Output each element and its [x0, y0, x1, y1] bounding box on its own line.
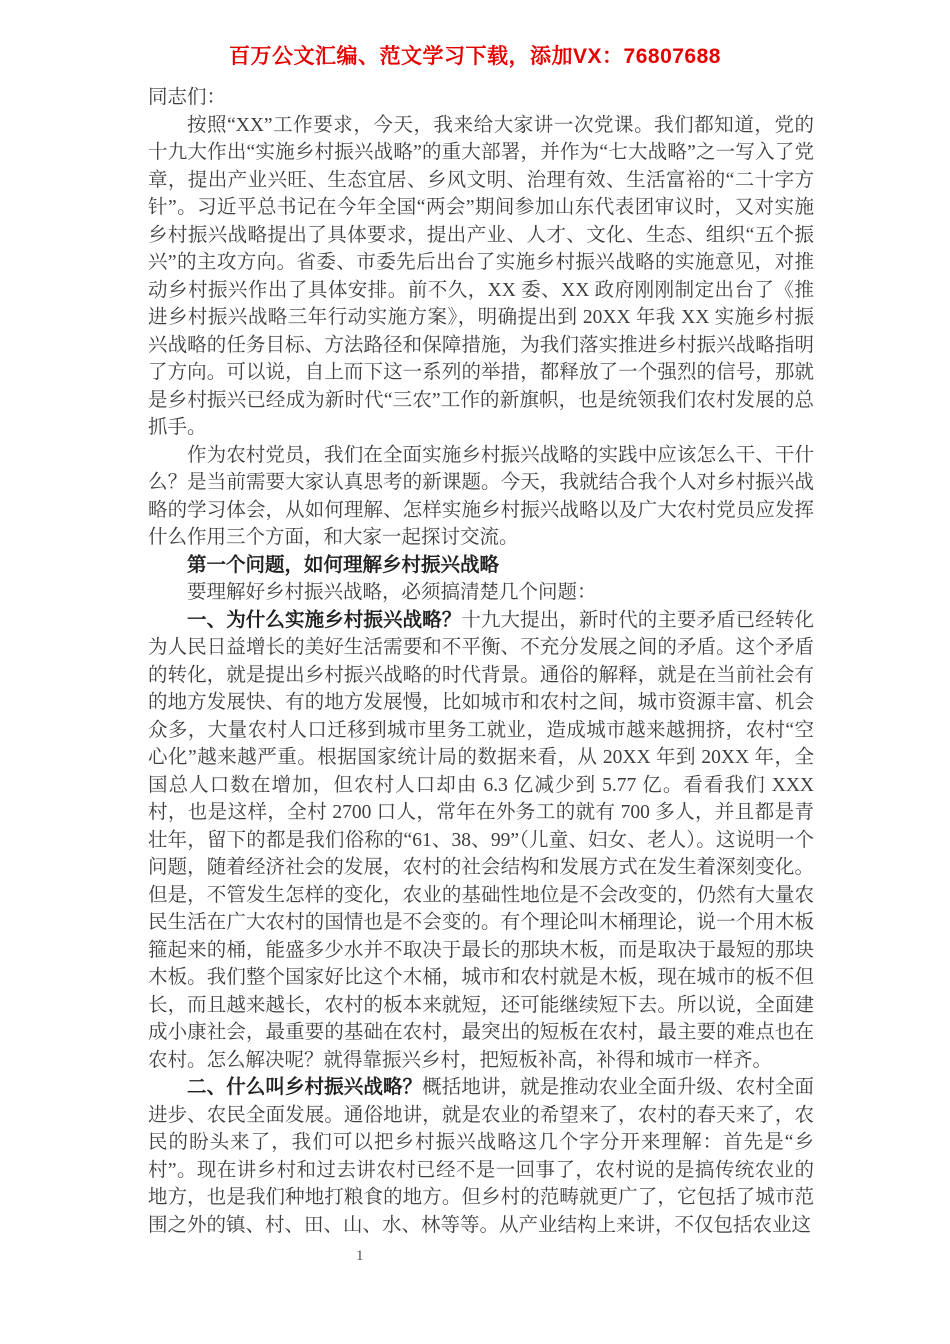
page-number: 1 [356, 1248, 364, 1264]
point-2-paragraph [148, 1074, 814, 1239]
point-1-title: 一、为什么实施乡村振兴战略？ [187, 608, 462, 631]
salutation: 同志们： [148, 87, 227, 108]
document-body [148, 84, 814, 1239]
point-2-title: 二、什么叫乡村振兴战略？ [187, 1076, 423, 1098]
promo-banner: 百万公文汇编、范文学习下载，添加VX：76807688 [229, 45, 721, 68]
intro-paragraph-1: 按照“XX”工作要求，今天，我来给大家讲一次党课。我们都知道，党的十九大作出“实施乡村振兴战略”的重大部署，并作为“七大战略”之一写入了党章，提出产业兴旺、生态宜居、乡风文明、治理有效、生活富裕的“二十字方针”。习近平总书记在今年全国“两会”期间参加山东代表团审议时，又对实施乡村振兴战略提出了具体要求，提出产业、人才、文化、生态、组织“五个振兴”的主攻方向。省委、市委先后出台了实施乡村振兴战略的实施意见，对推动乡村振兴作出了具体安排。前不久，XX 委、XX 政府刚刚制定出台了《推进乡村振兴战略三年行动实施方案》，明确提出到 20XX 年我 XX 实施乡村振兴战略的任务目标、方法路径和保障措施，为我们落实推进乡村振兴战略指明了方向。可以说，自上而下这一系列的举措，都释放了一个强烈的信号，那就是乡村振兴已经成为新时代“三农”工作的新旗帜，也是统领我们农村发展的总抓手。 [148, 114, 814, 438]
point-1-paragraph [148, 607, 814, 1075]
section-heading: 第一个问题，如何理解乡村振兴战略 [187, 553, 500, 576]
point-2-body: 概括地讲，就是推动农业全面升级、农村全面进步、农民全面发展。通俗地讲，就是农业的希望来了，农村的春天来了，农民的盼头来了，我们可以把乡村振兴战略这几个字分开来理解：首先是“乡村”。现在讲乡村和过去讲农村已经不是一回事了，农村说的是搞传统农业的地方，也是我们种地打粮食的地方。但乡村的范畴就更广了，它包括了城市范围之外的镇、村、田、山、水、林等等。从产业结构上来讲，不仅包括农业这 [148, 1077, 814, 1236]
intro-paragraph-2: 作为农村党员，我们在全面实施乡村振兴战略的实践中应该怎么干、干什么？是当前需要大家认真思考的新课题。今天，我就结合我个人对乡村振兴战略的学习体会，从如何理解、怎样实施乡村振兴战略以及广大农村党员应发挥什么作用三个方面，和大家一起探讨交流。 [148, 444, 814, 548]
lead-in-paragraph: 要理解好乡村振兴战略，必须搞清楚几个问题： [187, 582, 597, 603]
point-1-body: 十九大提出，新时代的主要矛盾已经转化为人民日益增长的美好生活需要和不平衡、不充分发展之间的矛盾。这个矛盾的转化，就是提出乡村振兴战略的时代背景。通俗的解释，就是在当前社会有的地方发展快、有的地方发展慢，比如城市和农村之间，城市资源丰富、机会众多，大量农村人口迁移到城市里务工就业，造成城市越来越拥挤，农村“空心化”越来越严重。根据国家统计局的数据来看，从 20XX 年到 20XX 年，全国总人口数在增加，但农村人口却由 6.3 亿减少到 5.77 亿。看看我们 XXX 村，也是这样，全村 2700 口人，常年在外务工的就有 700 多人，并且都是青壮年，留下的都是我们俗称的“61、38、99”（儿童、妇女、老人）。这说明一个问题，随着经济社会的发展，农村的社会结构和发展方式在发生着深刻变化。但是，不管发生怎样的变化，农业的基础性地位是不会改变的，仍然有大量农民生活在广大农村的国情也是不会变的。有个理论叫木桶理论，说一个用木板箍起来的桶，能盛多少水并不取决于最长的那块木板，而是取决于最短的那块木板。我们整个国家好比这个木桶，城市和农村就是木板，现在城市的板不但长，而且越来越长，农村的板本来就短，还可能继续短下去。所以说，全面建成小康社会，最重要的基础在农村，最突出的短板在农村，最主要的难点也在农村。怎么解决呢？就得靠振兴乡村，把短板补高，补得和城市一样齐。 [148, 609, 814, 1071]
